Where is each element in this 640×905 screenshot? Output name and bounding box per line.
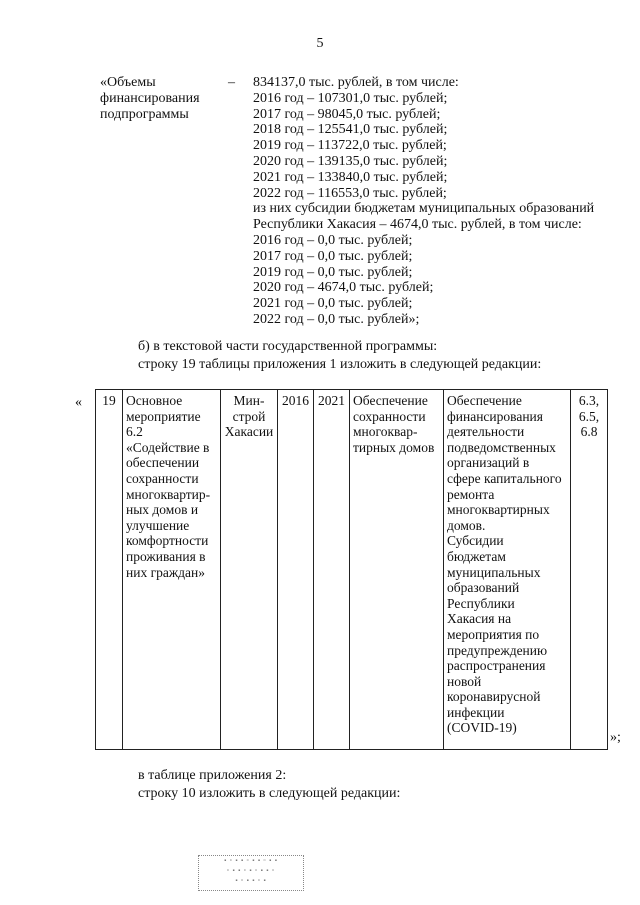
funding-label [100, 75, 230, 122]
cell-description [444, 390, 571, 750]
cell-line: многоквар- [353, 424, 418, 440]
cell-line: (COVID-19) [447, 720, 517, 736]
cell-line: проживания в [126, 548, 206, 564]
cell-line: ных домов и [126, 502, 199, 518]
cell-line: финансирования [447, 408, 543, 424]
cell-line: распространения [447, 658, 546, 674]
cell-line: «Содействие в [126, 439, 210, 455]
funding-value-line: 2016 год – 107301,0 тыс. рублей; [253, 90, 448, 106]
cell-line: 6.8 [580, 424, 598, 440]
funding-value-line: 2022 год – 116553,0 тыс. рублей; [253, 185, 447, 201]
cell-event [123, 390, 221, 750]
paragraph-b-line-2: строку 19 таблицы приложения 1 изложить в следующей редакции: [138, 357, 542, 372]
cell-line: улучшение [126, 517, 190, 533]
cell-line: 6.3, [578, 393, 600, 408]
cell-line: Республики [447, 595, 515, 611]
funding-value-line: 2017 год – 0,0 тыс. рублей; [253, 248, 413, 264]
cell-line: них граждан» [126, 564, 206, 580]
cell-line: мероприятия по [447, 626, 540, 642]
funding-dash: – [228, 75, 235, 90]
funding-value-line: 2020 год – 139135,0 тыс. рублей; [253, 153, 448, 169]
cell-line: образований [447, 580, 520, 596]
funding-value-line: 2022 год – 0,0 тыс. рублей»; [253, 311, 420, 327]
funding-value-line: из них субсидии бюджетам муниципальных образований [253, 201, 595, 217]
cell-year-start: 2016 [278, 390, 314, 750]
funding-values [253, 75, 623, 328]
cell-line: Хакасия на [447, 611, 512, 627]
cell-line: сохранности [126, 470, 199, 486]
cell-line: обеспечении [126, 455, 200, 471]
funding-value-line: 2017 год – 98045,0 тыс. рублей; [253, 106, 441, 122]
funding-value-line: 2021 год – 133840,0 тыс. рублей; [253, 169, 448, 185]
cell-line: Хакасии [224, 424, 274, 440]
cell-line: Субсидии [447, 533, 504, 549]
cell-line: мероприятие [126, 408, 201, 424]
cell-line: муниципальных [447, 564, 541, 580]
cell-line: подведомственных [447, 439, 556, 455]
paragraph-c-line-1: в таблице приложения 2: [138, 768, 287, 783]
funding-value-line: 2018 год – 125541,0 тыс. рублей; [253, 122, 448, 138]
cell-line: комфортности [126, 533, 209, 549]
paragraph-c-line-2: строку 10 изложить в следующей редакции: [138, 786, 401, 801]
cell-line: домов. [447, 517, 486, 533]
cell-line: тирных домов [353, 439, 435, 455]
funding-label-line: подпрограммы [100, 106, 189, 122]
cell-row-number: 19 [96, 390, 123, 750]
funding-label-line: финансирования [100, 90, 200, 106]
quote-open: « [75, 395, 82, 410]
cell-line: новой [447, 673, 482, 689]
funding-value-line: 2021 год – 0,0 тыс. рублей; [253, 296, 413, 312]
cell-line: Обеспечение [447, 393, 522, 408]
cell-line: бюджетам [447, 548, 506, 564]
funding-value-line: 2019 год – 113722,0 тыс. рублей; [253, 138, 447, 154]
funding-value-line: 2019 год – 0,0 тыс. рублей; [253, 264, 413, 280]
cell-line: строй [232, 408, 266, 424]
cell-line: многоквартир- [126, 486, 211, 502]
cell-year-end: 2021 [314, 390, 350, 750]
cell-executor [221, 390, 278, 750]
funding-value-line: Республики Хакасия – 4674,0 тыс. рублей, в том числе: [253, 217, 582, 233]
funding-label-line: «Объемы [100, 75, 156, 90]
cell-line: многоквартирных [447, 502, 550, 518]
cell-line: коронавирусной [447, 689, 541, 705]
cell-line: сохранности [353, 408, 426, 424]
cell-line: ремонта [447, 486, 495, 502]
cell-line: инфекции [447, 704, 505, 720]
funding-value-line: 2016 год – 0,0 тыс. рублей; [253, 232, 413, 248]
document-stamp: ▪ ▫ ▪ ▪ ▫ ▪ ▪ ▫ ▪ ▪ ▫ ▪ ▪ ▫ ▪ ▫ ▪ ▪ ▫ ▪ ▫ ▪ ▪ ▫ ▪ [198, 855, 304, 891]
cell-line: Основное [126, 393, 183, 408]
cell-line: Мин- [233, 393, 265, 408]
cell-line: 6.5, [578, 408, 600, 424]
amendment-table [95, 389, 608, 750]
cell-line: Обеспечение [353, 393, 428, 408]
cell-line: 6.2 [126, 424, 143, 440]
cell-line: сфере капитального [447, 470, 562, 486]
cell-line: организаций в [447, 455, 530, 471]
paragraph-b-line-1: б) в текстовой части государственной программы: [138, 339, 438, 354]
table-row [96, 390, 608, 750]
page-number: 5 [316, 36, 324, 51]
cell-refs [571, 390, 608, 750]
funding-value-line: 2020 год – 4674,0 тыс. рублей; [253, 280, 434, 296]
cell-result [350, 390, 444, 750]
cell-line: деятельности [447, 424, 525, 440]
cell-line: предупреждению [447, 642, 548, 658]
quote-close: »; [610, 730, 621, 745]
funding-value-line: 834137,0 тыс. рублей, в том числе: [253, 75, 459, 90]
